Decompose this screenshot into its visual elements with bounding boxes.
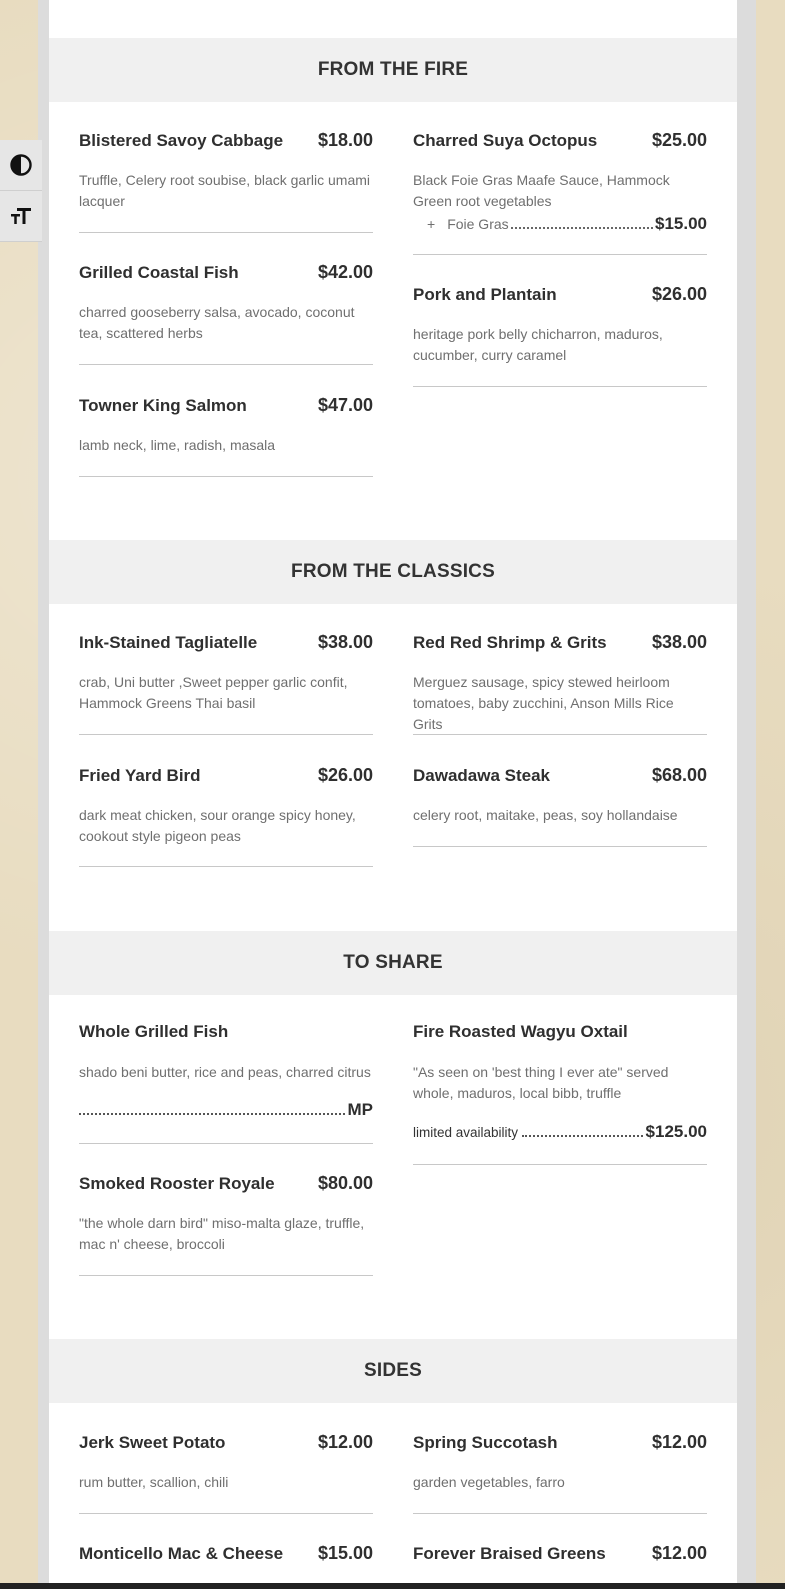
item-name: Pork and Plantain [413,285,557,304]
item-price: $12.00 [651,1543,707,1563]
item-name: Fried Yard Bird [79,766,201,785]
item-name: Grilled Coastal Fish [79,263,239,282]
menu-item-suya-octopus [413,130,707,255]
item-price: $42.00 [317,262,373,282]
item-description: dark meat chicken, sour orange spicy honey, cookout style pigeon peas [79,807,356,844]
menu-item-braised-greens [413,1543,707,1583]
item-name: Spring Succotash [413,1433,558,1452]
item-description: garden vegetables, farro [413,1474,565,1490]
price-leader [413,1122,707,1142]
dotted-leader [522,1135,643,1137]
accessibility-toolbar [0,140,42,242]
menu-item-mac-cheese [79,1543,373,1583]
item-price: $12.00 [317,1432,373,1452]
item-description: Merguez sausage, spicy stewed heirloom tomatoes, baby zucchini, Anson Mills Rice Grits [413,674,674,732]
item-name: Whole Grilled Fish [79,1022,229,1041]
item-description: crab, Uni butter ,Sweet pepper garlic confit, Hammock Greens Thai basil [79,674,348,711]
item-description: "As seen on 'best thing I ever ate" served whole, maduros, local bibb, truffle [413,1064,669,1101]
price-leader [79,1100,373,1120]
item-name: Red Red Shrimp & Grits [413,633,607,652]
dotted-leader [79,1113,345,1115]
item-price: $125.00 [645,1122,707,1141]
menu-item-coastal-fish [79,262,373,365]
menu-item-jerk-sweet-potato [79,1432,373,1514]
bottom-edge-bar [0,1583,785,1589]
item-price: $26.00 [651,284,707,304]
section-title-classics: FROM THE CLASSICS [49,540,737,604]
item-price: $18.00 [317,130,373,150]
item-price: $38.00 [651,632,707,652]
dotted-leader [511,227,653,229]
item-price: $47.00 [317,395,373,415]
item-name: Dawadawa Steak [413,766,551,785]
item-description: charred gooseberry salsa, avocado, coconut tea, scattered herbs [79,304,355,341]
item-description: Truffle, Celery root soubise, black garlic umami lacquer [79,172,370,209]
section-title-fire: FROM THE FIRE [49,38,737,102]
addon-price: $15.00 [655,214,707,233]
item-description: heritage pork belly chicharron, maduros, cucumber, curry caramel [413,326,663,363]
item-name: Towner King Salmon [79,396,247,415]
menu-item-pork-plantain [413,284,707,387]
item-name: Charred Suya Octopus [413,131,598,150]
plus-icon: + [427,216,436,232]
menu-item-yard-bird [79,765,373,867]
contrast-icon [9,153,33,177]
item-name: Monticello Mac & Cheese [79,1544,284,1563]
text-size-button[interactable] [0,191,42,242]
menu-item-wagyu-oxtail [413,1022,707,1165]
menu-card [49,0,737,1589]
menu-item-tagliatelle [79,632,373,735]
item-price: $26.00 [317,765,373,785]
section-title-sides: SIDES [49,1339,737,1403]
item-price: $15.00 [317,1543,373,1563]
item-description: "the whole darn bird" miso-malta glaze, truffle, mac n' cheese, broccoli [79,1215,365,1252]
item-name: Fire Roasted Wagyu Oxtail [413,1022,628,1041]
item-name: Forever Braised Greens [413,1544,606,1563]
item-name: Ink-Stained Tagliatelle [79,633,258,652]
item-description: Black Foie Gras Maafe Sauce, Hammock Green root vegetables [413,172,670,209]
menu-item-rooster-royale [79,1173,373,1276]
item-price: $12.00 [651,1432,707,1452]
menu-item-dawadawa-steak [413,765,707,847]
text-size-icon [9,204,33,228]
item-description: shado beni butter, rice and peas, charred citrus [79,1064,371,1080]
item-addon [413,214,707,234]
item-price: $25.00 [651,130,707,150]
item-price: MP [347,1100,373,1119]
item-name: Jerk Sweet Potato [79,1433,226,1452]
section-title-share: TO SHARE [49,931,737,995]
item-price: $80.00 [317,1173,373,1193]
item-name: Smoked Rooster Royale [79,1174,275,1193]
menu-item-blistered-cabbage [79,130,373,233]
leader-label: limited availability [413,1125,519,1140]
menu-item-shrimp-grits [413,632,707,735]
menu-item-king-salmon [79,395,373,477]
item-description: lamb neck, lime, radish, masala [79,437,276,453]
addon-label: Foie Gras [447,216,509,232]
menu-item-whole-fish [79,1022,373,1144]
item-price: $68.00 [651,765,707,785]
contrast-toggle-button[interactable] [0,140,42,191]
item-name: Blistered Savoy Cabbage [79,131,284,150]
item-description: rum butter, scallion, chili [79,1474,229,1490]
item-description: celery root, maitake, peas, soy hollandaise [413,807,678,823]
menu-item-spring-succotash [413,1432,707,1514]
item-price: $38.00 [317,632,373,652]
